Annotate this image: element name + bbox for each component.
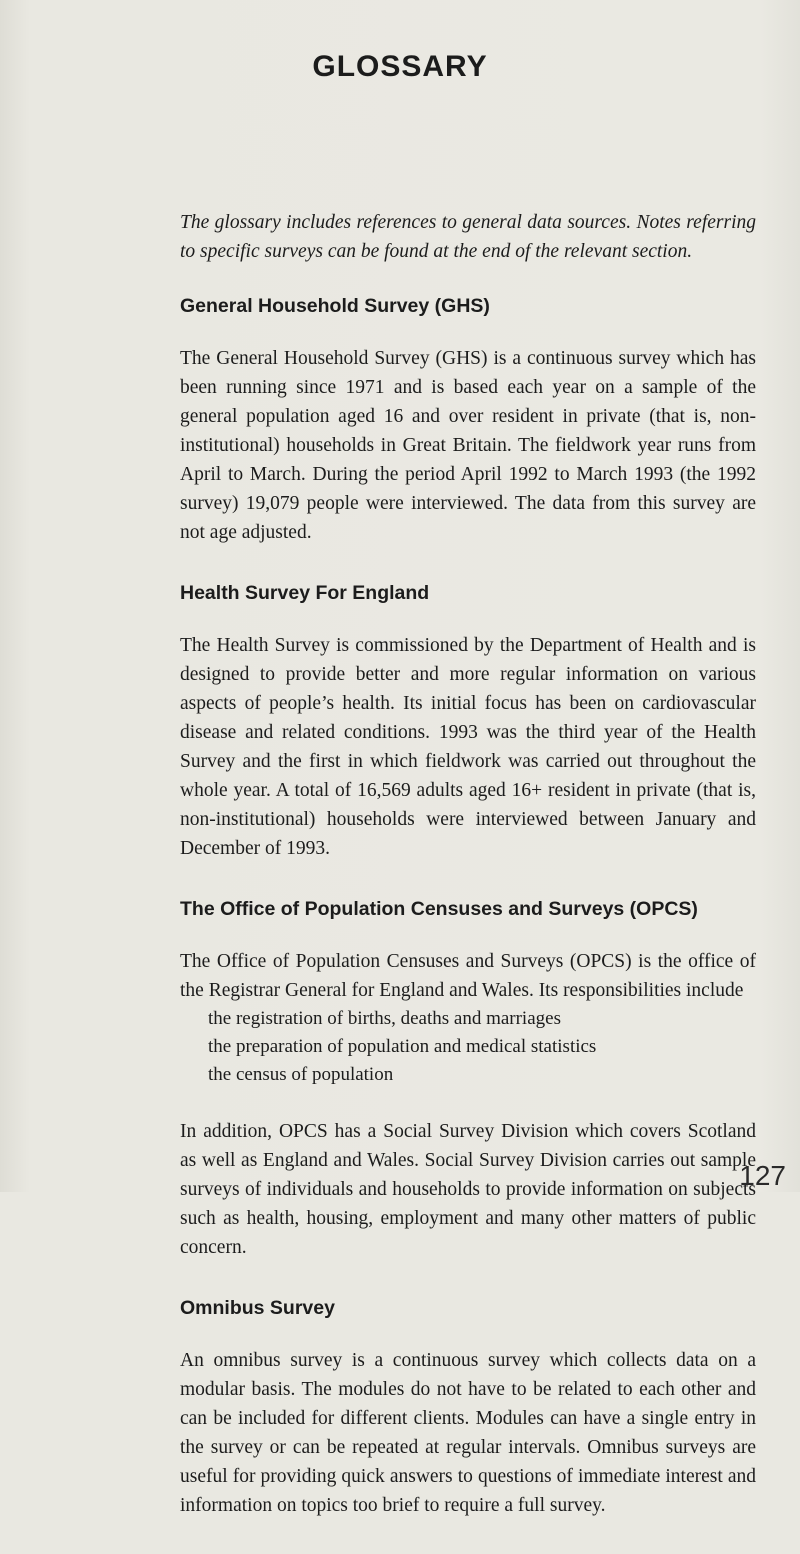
section-health-survey — [180, 581, 756, 863]
list-item: the census of population — [208, 1064, 394, 1085]
section-opcs — [180, 897, 756, 1262]
page-content — [180, 208, 756, 1554]
intro-paragraph: The glossary includes references to general data sources. Notes referring to specific surveys can be found at the end of the relevant section. — [180, 212, 756, 262]
responsibilities-list — [208, 1005, 756, 1089]
section-paragraph-ghs: The General Household Survey (GHS) is a continuous survey which has been running since 1971 and is based each year on a sample of the general population aged 16 and over resident in private (that is, non-institutional) households in Great Britain. The fieldwork year runs from April to March. During the period April 1992 to March 1993 (the 1992 survey) 19,079 people were interviewed. The data from this survey are not age adjusted. — [180, 348, 756, 543]
section-paragraph-opcs: The Office of Population Censuses and Surveys (OPCS) is the office of the Registrar General for England and Wales. Its responsibilities include — [180, 951, 756, 1001]
section-heading-opcs: The Office of Population Censuses and Surveys (OPCS) — [180, 898, 698, 920]
section-paragraph-health-survey: The Health Survey is commissioned by the Department of Health and is designed to provide better and more regular information on various aspects of people’s health. Its initial focus has been on cardiovascular disease and related conditions. 1993 was the third year of the Health Survey and the first in which fieldwork was carried out throughout the whole year. A total of 16,569 adults aged 16+ resident in private (that is, non-institutional) households were interviewed between January and December of 1993. — [180, 635, 756, 859]
section-omnibus — [180, 1296, 756, 1520]
section-heading-health-survey: Health Survey For England — [180, 582, 430, 604]
section-ghs — [180, 294, 756, 547]
list-item: the preparation of population and medical statistics — [208, 1036, 597, 1057]
section-heading-ghs: General Household Survey (GHS) — [180, 295, 490, 317]
section-paragraph-omnibus: An omnibus survey is a continuous survey which collects data on a modular basis. The modules do not have to be related to each other and can be included for different clients. Modules can have a single entry in the survey or can be repeated at regular intervals. Omnibus surveys are useful for providing quick answers to questions of immediate interest and information on topics too brief to require a full survey. — [180, 1350, 756, 1516]
list-item: the registration of births, deaths and marriages — [208, 1008, 561, 1029]
page-number: 127 — [739, 1160, 786, 1191]
section-heading-omnibus: Omnibus Survey — [180, 1297, 335, 1319]
page-title: GLOSSARY — [312, 50, 488, 83]
section-paragraph-opcs-additional: In addition, OPCS has a Social Survey Division which covers Scotland as well as England and Wales. Social Survey Division carries out sample surveys of individuals and households to provide information on subjects such as health, housing, employment and many other matters of public concern. — [180, 1121, 756, 1258]
